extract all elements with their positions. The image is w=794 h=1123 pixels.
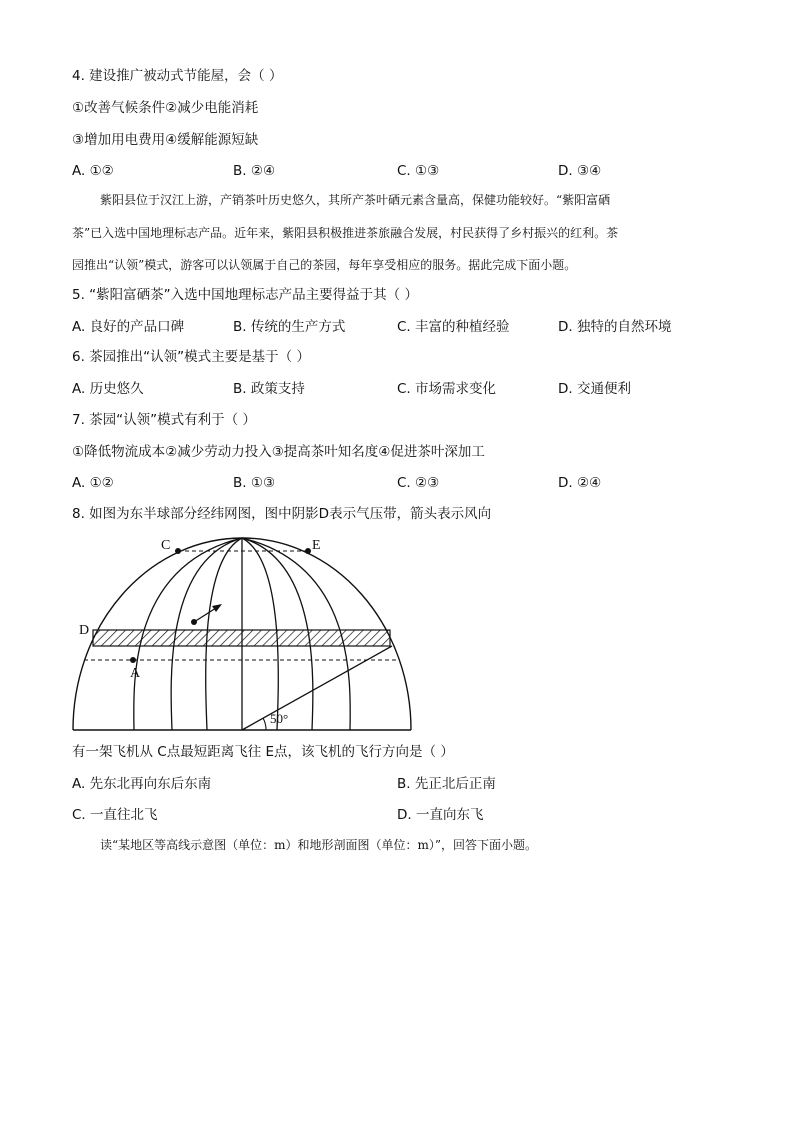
q5-option-b: B. 传统的生产方式 <box>233 319 346 335</box>
passage-line-3: 园推出“认领”模式，游客可以认领属于自己的茶园，每年享受相应的服务。据此完成下面小题。 <box>72 258 577 272</box>
q7-stem: 7. 茶园“认领”模式有利于（ ） <box>72 412 256 428</box>
q7-items: ①降低物流成本②减少劳动力投入③提高茶叶知名度④促进茶叶深加工 <box>72 444 485 460</box>
q6-option-c: C. 市场需求变化 <box>397 381 497 397</box>
q8-option-d: D. 一直向东飞 <box>397 807 484 823</box>
pressure-belt-d <box>93 630 390 646</box>
q6-stem: 6. 茶园推出“认领”模式主要是基于（ ） <box>72 349 310 365</box>
label-c: C <box>161 538 171 553</box>
q5-option-a: A. 良好的产品口碑 <box>72 319 185 335</box>
q6-option-a: A. 历史悠久 <box>72 381 144 397</box>
label-d: D <box>79 623 90 638</box>
q6-option-d: D. 交通便利 <box>558 381 631 397</box>
q4-option-b: B. ②④ <box>233 163 276 179</box>
passage-line-1: 紫阳县位于汉江上游，产销茶叶历史悠久，其所产茶叶硒元素含量高，保健功能较好。“紫阳富硒 <box>100 193 611 207</box>
q4-option-d: D. ③④ <box>558 163 602 179</box>
q4-item-1: ①改善气候条件②减少电能消耗 <box>72 100 259 116</box>
q8-option-a: A. 先东北再向东后东南 <box>72 776 212 792</box>
q4-option-a: A. ①② <box>72 163 114 179</box>
passage-line-2: 茶”已入选中国地理标志产品。近年来，紫阳县积极推进茶旅融合发展，村民获得了乡村振兴的红利。茶 <box>72 226 619 240</box>
q8-question: 有一架飞机从 C点最短距离飞往 E点，该飞机的飞行方向是（ ） <box>72 744 454 760</box>
q8-option-b: B. 先正北后正南 <box>397 776 496 792</box>
label-e: E <box>312 538 321 553</box>
next-passage: 读“某地区等高线示意图（单位：m）和地形剖面图（单位：m）”，回答下面小题。 <box>100 838 538 852</box>
q4-stem: 4. 建设推广被动式节能屋，会（ ） <box>72 68 283 84</box>
q6-option-b: B. 政策支持 <box>233 381 305 397</box>
point-a <box>130 657 136 663</box>
q8-stem: 8. 如图为东半球部分经纬网图，图中阴影D表示气压带，箭头表示风向 <box>72 506 492 522</box>
diagonal-radius <box>242 646 392 730</box>
q8-option-c: C. 一直往北飞 <box>72 807 158 823</box>
q5-stem: 5. “紫阳富硒茶”入选中国地理标志产品主要得益于其（ ） <box>72 287 418 303</box>
q7-option-a: A. ①② <box>72 475 114 491</box>
q7-option-c: C. ②③ <box>397 475 440 491</box>
q5-option-c: C. 丰富的种植经验 <box>397 319 510 335</box>
q4-option-c: C. ①③ <box>397 163 440 179</box>
label-a: A <box>130 666 141 681</box>
q4-item-2: ③增加用电费用④缓解能源短缺 <box>72 132 259 148</box>
wind-arrow-head <box>212 604 222 612</box>
point-c <box>175 548 181 554</box>
wind-arrow-shaft <box>194 608 216 622</box>
label-angle: 50° <box>270 711 289 726</box>
q5-option-d: D. 独特的自然环境 <box>558 319 672 335</box>
point-e <box>305 548 311 554</box>
q7-option-d: D. ②④ <box>558 475 602 491</box>
q7-option-b: B. ①③ <box>233 475 276 491</box>
angle-arc <box>263 718 266 730</box>
